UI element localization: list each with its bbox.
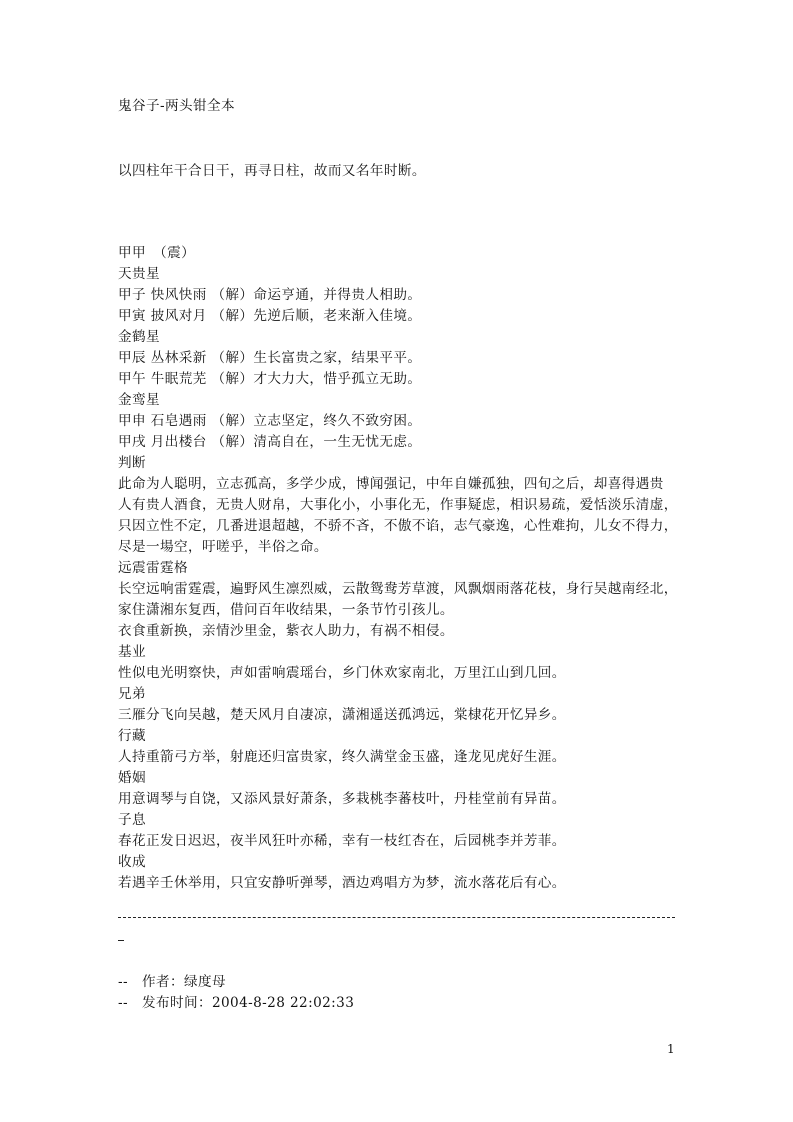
section-text-xingcang: 人持重箭弓方举，射鹿还归富贵家，终久满堂金玉盛，逢龙见虎好生涯。 [118, 749, 566, 765]
star-label: 金鸾星 [118, 392, 160, 408]
section-label-hunyin: 婚姻 [118, 770, 146, 786]
judgement-label: 判断 [118, 455, 146, 471]
section-label-jiye: 基业 [118, 644, 146, 660]
judgement-line: 此命为人聪明，立志孤高，多学少成，博闻强记，中年自嫌孤独，四旬之后，却喜得遇贵 [118, 476, 664, 492]
intro-text: 以四柱年干合日干，再寻日柱，故而又名年时断。 [118, 163, 426, 179]
judgement-line: 只因立性不定，几番进退超越，不骄不吝，不傲不谄，志气豪逸，心性难拘，儿女不得力， [118, 518, 678, 534]
section-label-xiongdi: 兄弟 [118, 686, 146, 702]
section-label-shoucheng: 收成 [118, 854, 146, 870]
pattern-line: 家住潇湘东复西，借问百年收结果，一条节竹引孩儿。 [118, 602, 454, 618]
dashed-divider [118, 917, 675, 918]
section-text-jiye: 性似电光明察快，声如雷响震瑶台，乡门休欢家南北，万里江山到几回。 [118, 665, 566, 681]
judgement-line: 尽是一場空，吁嗟乎，半俗之命。 [118, 539, 328, 555]
entry-line: 甲午 牛眠荒芜 （解）才大力大，惜乎孤立无助。 [118, 371, 422, 387]
section-label-zixi: 子息 [118, 812, 146, 828]
star-label: 天贵星 [118, 266, 160, 282]
section-heading: 甲甲 （震） [118, 245, 196, 261]
section-text-zixi: 春花正发日迟迟，夜半风狂叶亦稀，幸有一枝红杏在，后园桃李并芳菲。 [118, 833, 566, 849]
entry-line: 甲辰 丛林采新 （解）生长富贵之家，结果平平。 [118, 350, 422, 366]
pattern-line: 长空远响雷霆震，遍野风生凛烈威，云散鸳鸯芳草渡，风飘烟雨落花枝，身行吴越南经北， [118, 581, 678, 597]
page-number: 1 [667, 1042, 675, 1056]
divider-tail [118, 940, 124, 941]
section-label-xingcang: 行藏 [118, 728, 146, 744]
section-text-hunyin: 用意调琴与自饶，又添风景好萧条，多栽桃李蕃枝叶，丹桂堂前有异苗。 [118, 791, 566, 807]
judgement-line: 人有贵人酒食，无贵人财帛，大事化小，小事化无，作事疑虑，相识易疏，爱恬淡乐清虚， [118, 497, 678, 513]
document-title: 鬼谷子-两头钳全本 [118, 98, 235, 114]
pattern-line: 衣食重新换，亲情沙里金，紫衣人助力，有祸不相侵。 [118, 623, 454, 639]
published-line: -- 发布时间：2004-8-28 22:02:33 [118, 995, 355, 1011]
star-label: 金鹤星 [118, 329, 160, 345]
section-text-xiongdi: 三雁分飞向吴越，楚天风月自凄凉，潇湘遥送孤鸿远，棠棣花开忆异乡。 [118, 707, 566, 723]
pattern-label: 远震雷霆格 [118, 560, 188, 576]
entry-line: 甲申 石皂遇雨 （解）立志坚定，终久不致穷困。 [118, 413, 422, 429]
entry-line: 甲戌 月出楼台 （解）清高自在，一生无忧无虑。 [118, 434, 422, 450]
entry-line: 甲子 快风快雨 （解）命运亨通，并得贵人相助。 [118, 287, 422, 303]
author-line: -- 作者：绿度母 [118, 974, 226, 990]
section-text-shoucheng: 若遇辛壬休举用，只宜安静听弹琴，酒边鸡唱方为梦，流水落花后有心。 [118, 875, 566, 891]
entry-line: 甲寅 披风对月 （解）先逆后顺，老来渐入佳境。 [118, 308, 422, 324]
